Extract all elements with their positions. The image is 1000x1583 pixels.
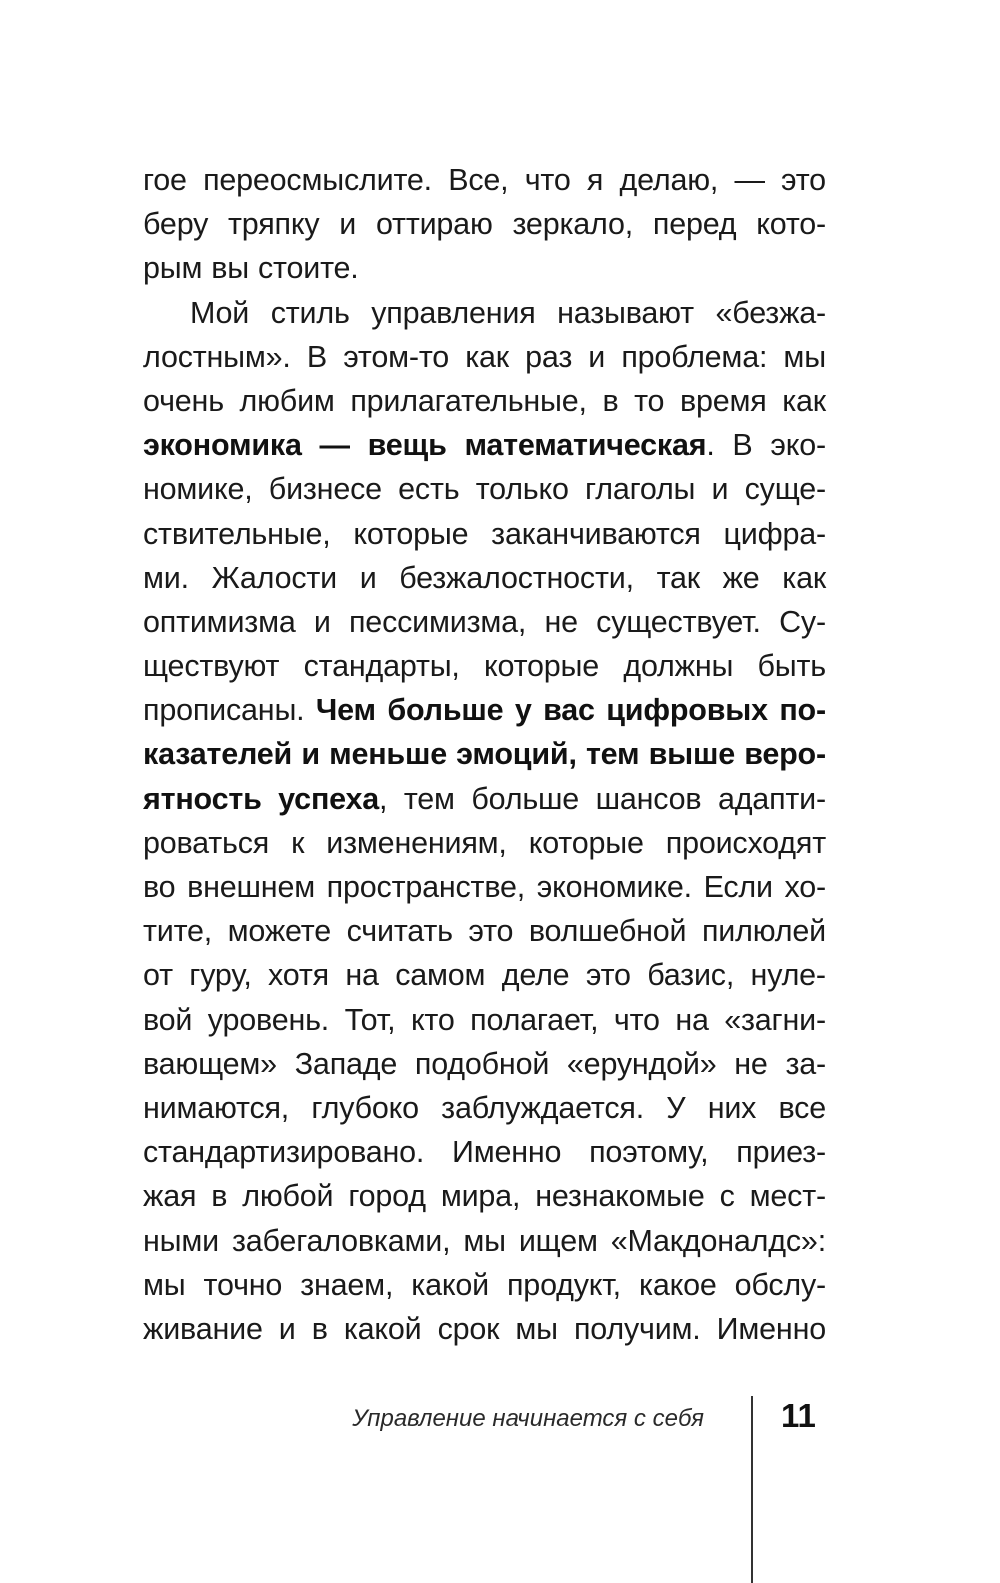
text-line	[143, 467, 826, 511]
word: тряпку	[228, 207, 320, 242]
text-line	[143, 1042, 826, 1086]
word: ными	[143, 1223, 219, 1258]
word: во	[143, 870, 176, 904]
word: В	[306, 339, 328, 374]
text-line	[143, 1219, 826, 1263]
word: гое	[143, 163, 187, 197]
text-line	[143, 688, 826, 732]
bold-word: тем	[585, 737, 640, 772]
word: мы	[783, 339, 826, 374]
word: «загни-	[724, 1002, 826, 1037]
word: тем	[403, 781, 455, 816]
text-line	[143, 291, 826, 335]
word: зеркало,	[512, 207, 634, 242]
word: хотя	[268, 958, 329, 993]
word: жая	[143, 1179, 197, 1214]
word: шансов	[595, 781, 702, 816]
text-line	[143, 1086, 826, 1130]
word: в	[602, 383, 619, 418]
word: оттираю	[375, 207, 493, 242]
word: уровень.	[207, 1002, 330, 1037]
word: знаем,	[300, 1267, 394, 1302]
word: рым	[143, 251, 203, 286]
word: самом	[395, 958, 486, 993]
word: продукт,	[506, 1267, 621, 1302]
word: что	[613, 1002, 660, 1037]
bold-word: казателей	[143, 737, 293, 772]
word: от	[143, 958, 173, 993]
word: мира,	[440, 1179, 521, 1214]
word: не	[734, 1046, 768, 1081]
text-line	[143, 158, 826, 202]
body-text	[143, 158, 826, 1351]
word: раз	[525, 339, 573, 374]
word: поэтому,	[589, 1135, 709, 1170]
word: полагает,	[470, 1002, 599, 1037]
word: мы	[515, 1311, 558, 1346]
word: можете	[227, 914, 331, 949]
text-line	[143, 335, 826, 379]
bold-word: Чем	[315, 693, 376, 728]
word: цифра-	[723, 516, 826, 551]
word: прилагательные,	[350, 383, 587, 418]
word: быть	[757, 649, 826, 684]
word: вающем»	[143, 1046, 277, 1081]
word: кто	[410, 1002, 455, 1037]
word: приез-	[736, 1135, 826, 1170]
word: У	[666, 1090, 686, 1125]
bold-word: математическая.	[464, 428, 715, 463]
word: ствительные,	[143, 516, 331, 551]
word: прописаны.	[143, 693, 305, 728]
word: глаголы	[585, 472, 696, 507]
word: должны	[623, 649, 734, 684]
word: пилюлей	[701, 914, 826, 949]
word: Жалости	[211, 560, 338, 595]
text-line	[143, 1307, 826, 1351]
word: к	[291, 825, 305, 860]
text-line	[143, 644, 826, 688]
word: называют	[557, 295, 694, 330]
word: и	[313, 604, 331, 639]
word: за-	[785, 1046, 826, 1081]
bold-word: эмоций,	[456, 737, 577, 772]
word: это	[468, 914, 514, 949]
word: делаю,	[619, 163, 719, 197]
text-line	[143, 953, 826, 997]
word: нуле-	[750, 958, 826, 993]
bold-word: меньше	[329, 737, 447, 772]
bold-word: цифровых	[606, 693, 768, 728]
word: любим	[239, 383, 335, 418]
word: на	[675, 1002, 709, 1037]
word: и	[278, 1311, 296, 1346]
text-line	[143, 600, 826, 644]
word: мы	[143, 1267, 186, 1302]
word: бизнесе	[268, 472, 382, 507]
word: и	[711, 472, 729, 507]
word: Мой	[190, 295, 250, 330]
word: стандарты,	[303, 649, 460, 684]
word: Су-	[779, 604, 826, 639]
word: есть	[398, 472, 460, 507]
punctuation: .	[706, 428, 715, 463]
word: я	[586, 163, 604, 197]
bold-word: у	[514, 693, 532, 728]
word: вой	[143, 1002, 193, 1037]
word: город	[348, 1179, 426, 1214]
word: и	[588, 339, 606, 374]
word: хо-	[784, 870, 826, 904]
text-line	[143, 777, 826, 821]
word: суще-	[744, 472, 826, 507]
word: экономике.	[536, 870, 692, 904]
word: глубоко	[311, 1090, 419, 1125]
word: какое	[639, 1267, 717, 1302]
text-line	[143, 821, 826, 865]
text-line	[143, 998, 826, 1042]
bold-word: больше	[387, 693, 504, 728]
bold-word: экономика	[143, 428, 302, 463]
word: стиль	[270, 295, 350, 330]
word: роваться	[143, 825, 270, 860]
word: подобной	[414, 1046, 550, 1081]
word: гуру,	[189, 958, 252, 993]
word: только	[475, 472, 569, 507]
word: «ерундой»	[566, 1046, 717, 1081]
word: управления	[371, 295, 536, 330]
word: незнакомые	[535, 1179, 705, 1214]
word: в	[211, 1179, 228, 1214]
word: ми.	[143, 560, 189, 595]
word: вы	[211, 251, 249, 286]
word: как	[465, 339, 509, 374]
word: перед	[652, 207, 737, 242]
word: адапти-	[717, 781, 826, 816]
word: нимаются,	[143, 1090, 290, 1125]
bold-word: —	[319, 428, 350, 463]
word: заблуждается.	[441, 1090, 644, 1125]
word: забегаловками,	[231, 1223, 451, 1258]
text-line	[143, 423, 826, 467]
bold-word: выше	[648, 737, 735, 772]
word: пространстве,	[326, 870, 526, 904]
word: существует.	[596, 604, 761, 639]
word: какой	[343, 1311, 422, 1346]
text-line	[143, 512, 826, 556]
footer-divider	[751, 1396, 753, 1583]
word: переосмыслите.	[203, 163, 432, 197]
word: внешнем	[187, 870, 315, 904]
word: которые	[484, 649, 600, 684]
bold-word: успеха,	[278, 781, 388, 816]
word: Именно	[452, 1135, 562, 1170]
word: «безжа-	[715, 295, 826, 330]
word: них	[707, 1090, 757, 1125]
word: заканчиваются	[491, 516, 701, 551]
page-number: 11	[781, 1397, 816, 1434]
word: же	[722, 560, 760, 595]
bold-word: вещь	[367, 428, 447, 463]
running-title: Управление начинается с себя	[352, 1405, 704, 1432]
word: какой	[411, 1267, 489, 1302]
word: как	[782, 560, 826, 595]
word: беру	[143, 207, 209, 242]
word: Тот,	[344, 1002, 396, 1037]
word: это	[585, 958, 631, 993]
word: и	[339, 207, 357, 242]
word: эко-	[770, 428, 826, 463]
word: безжалостности,	[399, 560, 634, 595]
word: лостным».	[143, 339, 291, 374]
word: и	[359, 560, 377, 595]
word: так	[656, 560, 700, 595]
word: обслу-	[734, 1267, 826, 1302]
text-line	[143, 1130, 826, 1174]
bold-word: ятность	[143, 781, 262, 816]
word: не	[544, 604, 578, 639]
word: что	[524, 163, 571, 197]
text-line	[143, 556, 826, 600]
word: на	[345, 958, 379, 993]
word: точно	[203, 1267, 283, 1302]
word: деле	[501, 958, 570, 993]
text-line	[143, 865, 826, 909]
word: номике,	[143, 472, 253, 507]
bold-word: веро-	[744, 737, 826, 772]
word: считать	[346, 914, 453, 949]
word: все	[778, 1090, 826, 1125]
word: оптимизма	[143, 604, 296, 639]
word: проблема:	[621, 339, 768, 374]
word: изменениям,	[326, 825, 507, 860]
word: мы	[463, 1223, 506, 1258]
word: которые	[353, 516, 469, 551]
text-line	[143, 202, 826, 246]
word: ищем	[518, 1223, 598, 1258]
word: стандартизировано.	[143, 1135, 425, 1170]
word: ществуют	[143, 649, 280, 684]
word: Если	[703, 870, 773, 904]
word: В	[732, 428, 753, 463]
word: с	[719, 1179, 735, 1214]
word: кото-	[756, 207, 826, 242]
text-line	[143, 246, 826, 290]
word: в	[311, 1311, 328, 1346]
word: «Макдоналдс»:	[610, 1223, 826, 1258]
text-line	[143, 732, 826, 776]
text-line	[143, 909, 826, 953]
bold-word: вас	[543, 693, 595, 728]
word: очень	[143, 383, 224, 418]
bold-word: по-	[779, 693, 826, 728]
word: мест-	[749, 1179, 826, 1214]
word: —	[734, 163, 765, 197]
word: стоите.	[258, 251, 359, 286]
word: тите,	[143, 914, 213, 949]
word: происходят	[665, 825, 826, 860]
word: Именно	[716, 1311, 826, 1346]
word: срок	[437, 1311, 500, 1346]
word: Все,	[448, 163, 509, 197]
word: то	[634, 383, 665, 418]
word: это	[781, 163, 826, 197]
word: этом-то	[343, 339, 450, 374]
text-line	[143, 1263, 826, 1307]
word: пессимизма,	[348, 604, 527, 639]
word: любой	[242, 1179, 334, 1214]
word: больше	[471, 781, 580, 816]
word: получим.	[573, 1311, 701, 1346]
word: которые	[528, 825, 644, 860]
word: как	[782, 383, 826, 418]
word: базис,	[647, 958, 735, 993]
bold-word: и	[301, 737, 320, 772]
word: Западе	[294, 1046, 398, 1081]
word: волшебной	[528, 914, 687, 949]
punctuation: ,	[379, 781, 388, 816]
word: живание	[143, 1311, 263, 1346]
word: время	[679, 383, 767, 418]
text-line	[143, 379, 826, 423]
text-line	[143, 1174, 826, 1218]
